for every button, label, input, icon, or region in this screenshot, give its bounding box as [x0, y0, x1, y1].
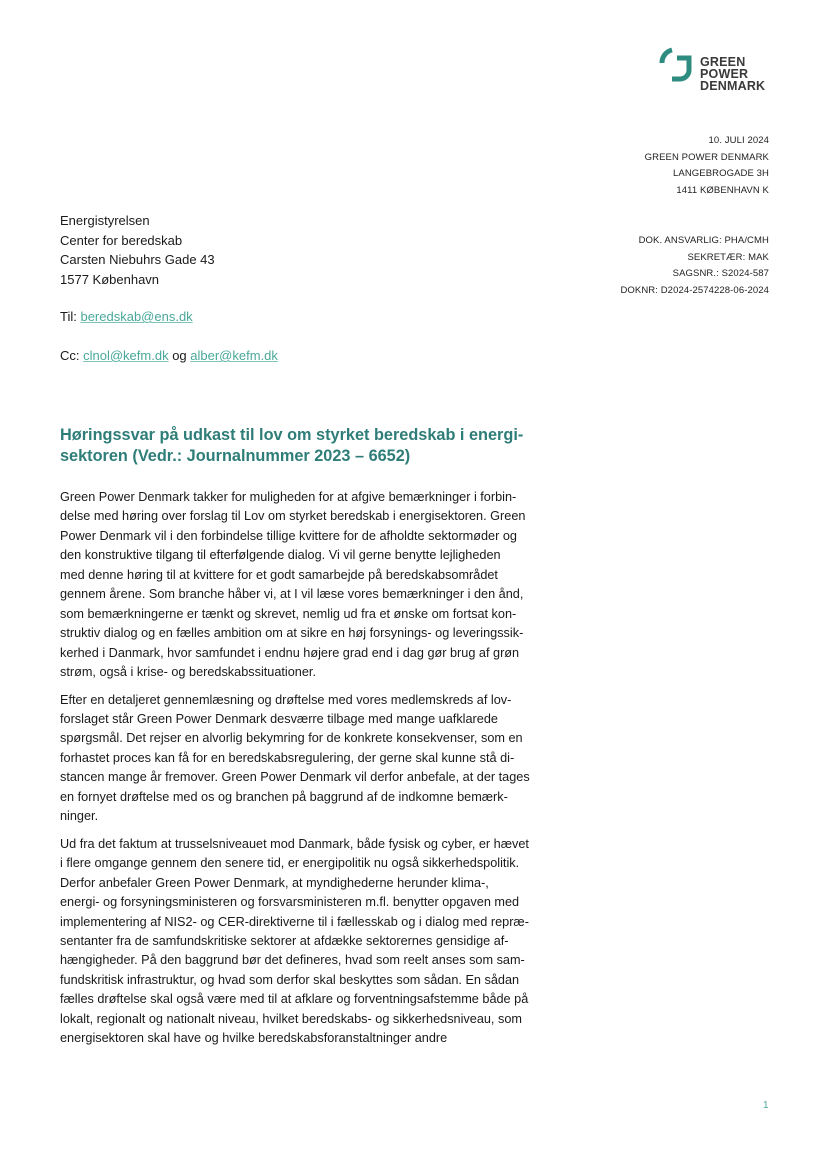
letter-date: 10. JULI 2024 — [708, 135, 769, 146]
recipient-line: Carsten Niebuhrs Gade 43 — [60, 252, 215, 268]
text-line: delse med høring over forslag til Lov om styrket beredskab i energisektoren. Green — [60, 509, 526, 524]
sender-name: GREEN POWER DENMARK — [644, 151, 769, 163]
text-line: energi- og forsyningsministeren og forsvarsministeren m.fl. benytter opgaven med — [60, 895, 520, 910]
text-line: struktiv dialog og en fælles ambition om at sikre en høj forsynings- og leveringssik- — [60, 626, 524, 641]
text-line: som bemærkningerne er tænkt og skrevet, nemlig ud fra et ønske om fortsat kon- — [60, 606, 517, 621]
text-line: forhastet proces kan få for en beredskabsregulering, der gerne skal kunne stå di- — [60, 750, 515, 765]
text-line: implementering af NIS2- og CER-direktiverne til i fællesskab og i dialog med repræ- — [60, 914, 529, 929]
text-line: med denne høring til at kvittere for et godt samarbejde på beredskabsområdet — [60, 567, 498, 582]
text-line: Derfor anbefaler Green Power Denmark, at myndighederne herunder klima-, — [60, 875, 489, 890]
sender-street: LANGEBROGADE 3H — [673, 168, 769, 179]
text-line: Power Denmark vil i den forbindelse tillige kvittere for de afholdte sektormøder og — [60, 528, 517, 543]
text-line: en fornyet drøftelse med os og branchen på baggrund af de indkomne bemærk- — [60, 789, 508, 804]
letter-body — [60, 488, 590, 1057]
cc-line — [60, 348, 278, 363]
recipient-line: Center for beredskab — [60, 232, 183, 248]
text-line: sentanter fra de samfundskritiske sektorer at afdække sektorernes gensidige af- — [60, 933, 509, 948]
logo-line-3: DENMARK — [700, 79, 766, 93]
text-line: stancen mange år fremover. Green Power Denmark vil derfor anbefale, at der tages — [60, 770, 530, 785]
sender-info — [645, 133, 769, 199]
to-email-link[interactable]: beredskab@ens.dk — [80, 309, 193, 324]
paragraph-1 — [60, 488, 590, 683]
case-number: SAGSNR.: S2024-587 — [672, 268, 769, 279]
logo-mark-icon — [658, 46, 694, 82]
green-power-denmark-logo — [658, 46, 765, 92]
text-line: energisektoren skal have og hvilke beredskabsforanstaltninger andre — [60, 1031, 448, 1046]
document-number: DOKNR: D2024-2574228-06-2024 — [620, 284, 769, 296]
text-line: hængigheder. På den baggrund bør det defineres, hvad som reelt anses som sam- — [60, 953, 525, 968]
text-line: strøm, også i krise- og beredskabssituationer. — [60, 665, 316, 680]
document-references — [620, 233, 769, 299]
doc-responsible: DOK. ANSVARLIG: PHA/CMH — [638, 235, 769, 246]
text-line: Green Power Denmark takker for muligheden for at afgive bemærkninger i forbin- — [60, 490, 517, 504]
logo-line-2: POWER — [700, 67, 749, 81]
text-line: forslaget står Green Power Denmark desværre tilbage med mange uafklarede — [60, 711, 498, 726]
cc-email-link-1[interactable]: clnol@kefm.dk — [83, 348, 169, 363]
paragraph-2 — [60, 691, 590, 827]
text-line: lokalt, regionalt og nationalt niveau, hvilket beredskabs- og sikkerhedsniveau, som — [60, 1011, 522, 1026]
text-line: kerhed i Danmark, hvor samfundet i endnu højere grad end i dag gør brug af grøn — [60, 645, 520, 660]
cc-joiner: og — [168, 348, 191, 363]
secretary: SEKRETÆR: MAK — [687, 251, 769, 263]
recipient-line: Energistyrelsen — [60, 213, 150, 228]
sender-city: 1411 KØBENHAVN K — [676, 184, 769, 196]
text-line: i flere omgange gennem den senere tid, er energipolitik nu også sikkerhedspolitik. — [60, 856, 520, 871]
text-line: fundskritisk infrastruktur, og hvad som derfor skal beskyttes som sådan. En sådan — [60, 972, 520, 987]
logo-line-1: GREEN — [700, 55, 746, 69]
text-line: fælles drøftelse skal også være med til at afklare og forventningsafstemme både på — [60, 992, 529, 1007]
to-line — [60, 309, 193, 324]
recipient-line: 1577 København — [60, 272, 160, 288]
text-line: Efter en detaljeret gennemlæsning og drøftelse med vores medlemskreds af lov- — [60, 692, 512, 707]
recipient-address — [60, 211, 215, 290]
text-line: ninger. — [60, 809, 99, 824]
paragraph-3 — [60, 835, 590, 1049]
page-number: 1 — [763, 1100, 769, 1111]
logo-wordmark — [700, 56, 765, 92]
text-line: gennem årene. Som branche håber vi, at I vil læse vores bemærkninger i den ånd, — [60, 587, 524, 602]
title-line-1: Høringssvar på udkast til lov om styrket beredskab i energi- — [60, 426, 524, 444]
to-label: Til: — [60, 309, 81, 324]
letter-title — [60, 425, 590, 467]
text-line: Ud fra det faktum at trusselsniveauet mod Danmark, både fysisk og cyber, er hævet — [60, 836, 529, 851]
title-line-2: sektoren (Vedr.: Journalnummer 2023 – 6652) — [60, 447, 411, 465]
cc-label: Cc: — [60, 348, 84, 363]
text-line: spørgsmål. Det rejser en alvorlig bekymring for de konkrete konsekvenser, som en — [60, 731, 523, 746]
text-line: den konstruktive tilgang til efterfølgende dialog. Vi vil gerne benytte lejligheden — [60, 548, 501, 563]
cc-email-link-2[interactable]: alber@kefm.dk — [190, 348, 278, 363]
